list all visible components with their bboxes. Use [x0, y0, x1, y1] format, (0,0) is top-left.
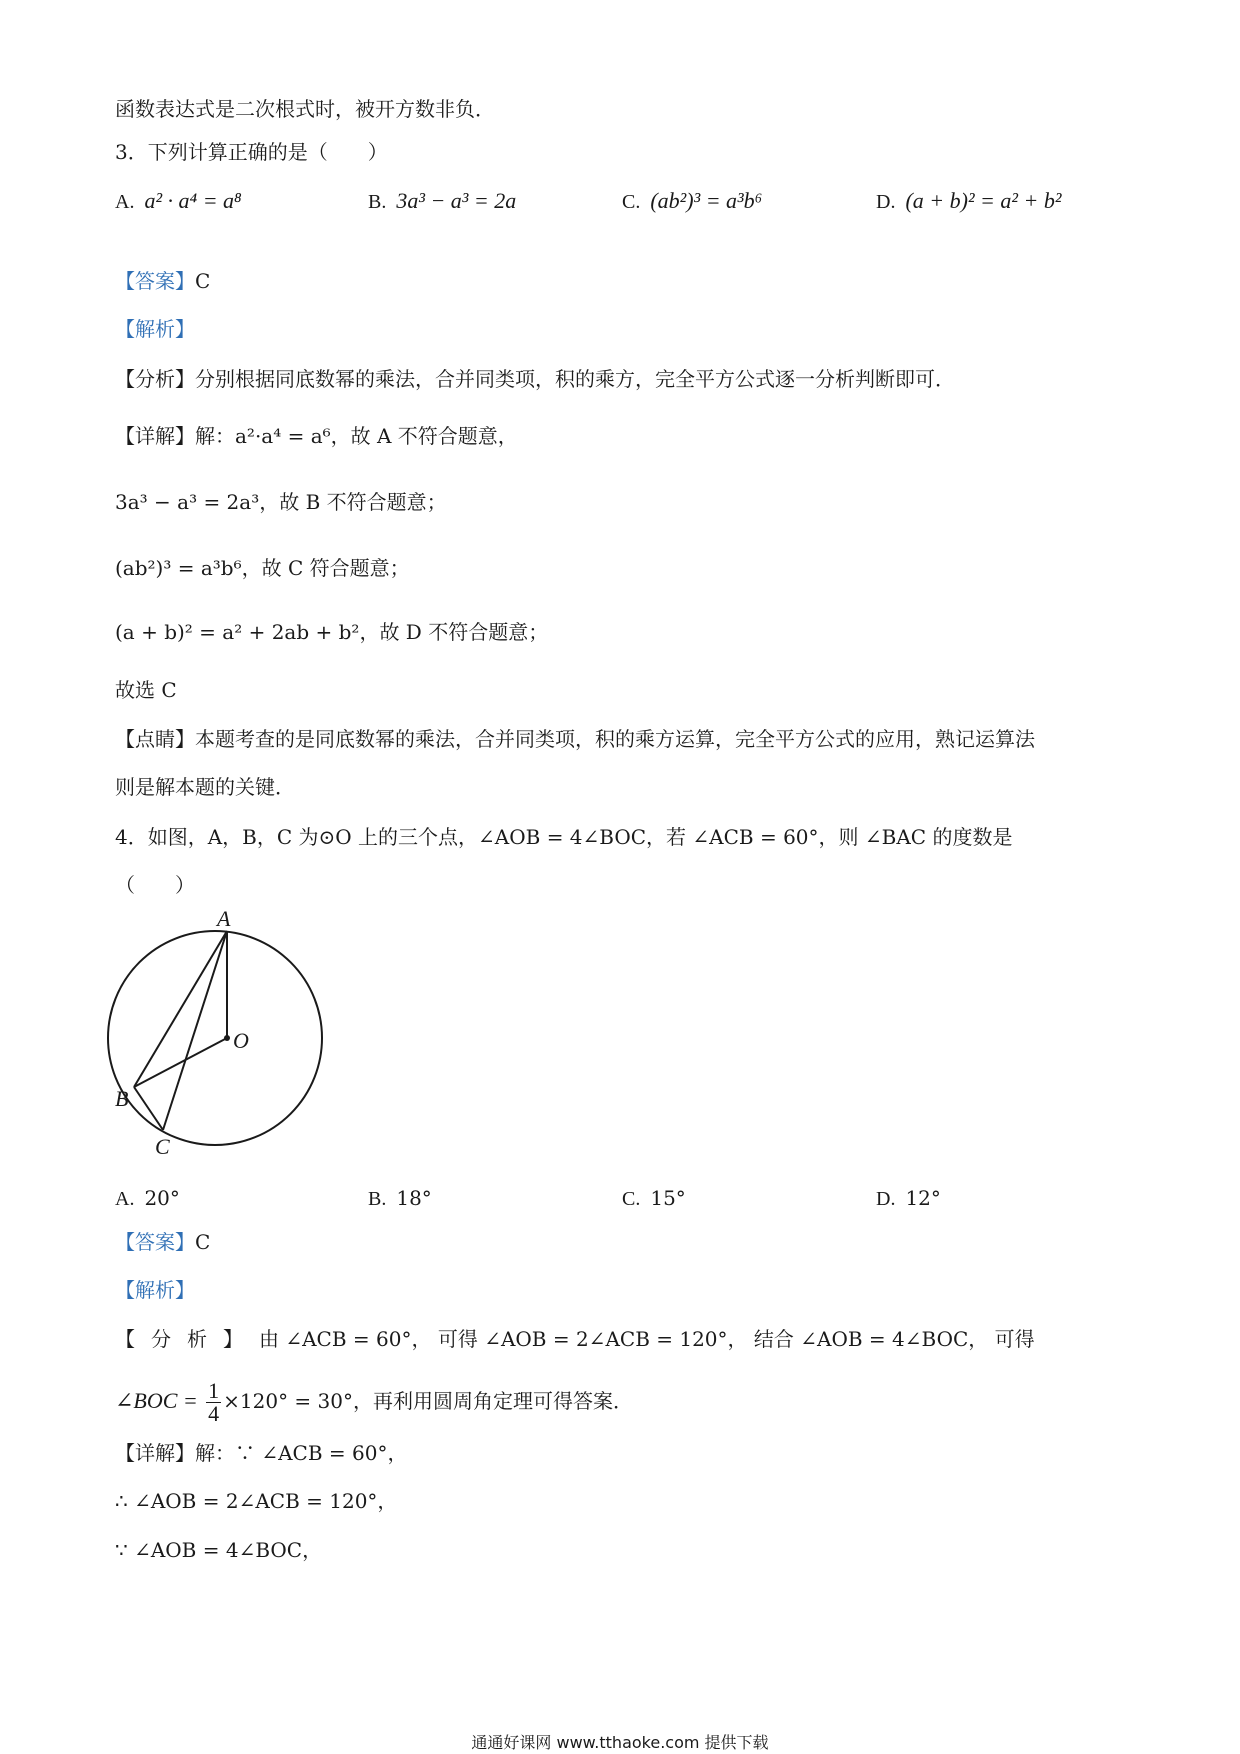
- q3-option-b: [368, 186, 516, 217]
- q3-fenxi: [115, 364, 955, 394]
- option-text: 15°: [650, 1186, 686, 1210]
- option-key: B.: [368, 191, 387, 213]
- option-key: A.: [115, 1188, 135, 1210]
- q3-dianjing-2: 则是解本题的关键．: [115, 775, 295, 799]
- q4-option-d: [876, 1183, 941, 1214]
- answer-value: C: [195, 1230, 211, 1254]
- q3-analysis-tag: 【解析】: [115, 317, 195, 341]
- q3-xiangjie-d: (a + b)² = a² + 2ab + b²，故 D 不符合题意；: [115, 620, 549, 644]
- fenxi-expr-left: ∠BOC =: [115, 1388, 198, 1413]
- q3-xiangjie-b: 3a³ − a³ = 2a³，故 B 不符合题意；: [115, 490, 447, 514]
- answer-tag: 【答案】: [115, 269, 195, 293]
- dianjing-tag: 【点睛】: [115, 727, 195, 751]
- option-text: 20°: [144, 1186, 180, 1210]
- xiangjie-text: 解：∵ ∠ACB = 60°，: [195, 1441, 408, 1465]
- option-key: C.: [622, 191, 641, 213]
- option-key: A.: [115, 191, 135, 213]
- q3-conclusion: 故选 C: [115, 678, 177, 702]
- intro-line: 函数表达式是二次根式时，被开方数非负．: [115, 97, 495, 121]
- q4-analysis-tag: 【解析】: [115, 1278, 195, 1302]
- q4-answer: [115, 1227, 210, 1257]
- q4-fenxi-2: [115, 1380, 633, 1425]
- fenxi-tag: 【分析】: [115, 367, 195, 391]
- xiangjie-text: 解：a²·a⁴ = a⁶，故 A 不符合题意，: [195, 424, 518, 448]
- q4-xiangjie-3: ∵ ∠AOB = 4∠BOC，: [115, 1538, 323, 1562]
- fraction-one-quarter: [206, 1380, 221, 1425]
- q3-option-d: [876, 186, 1061, 217]
- answer-value: C: [195, 269, 211, 293]
- q3-answer: [115, 266, 210, 296]
- fenxi-tag: 【分析】: [115, 1327, 259, 1351]
- page-footer: 通通好课网 www.tthaoke.com 提供下载: [471, 1733, 769, 1752]
- option-key: B.: [368, 1188, 387, 1210]
- option-key: C.: [622, 1188, 641, 1210]
- q3-option-a: [115, 186, 242, 217]
- segment-bc: [134, 1087, 163, 1130]
- q3-xiangjie-a: [115, 421, 518, 451]
- q4-option-a: [115, 1183, 180, 1214]
- fenxi-text: 分别根据同底数幂的乘法，合并同类项，积的乘方，完全平方公式逐一分析判断即可．: [195, 367, 955, 391]
- q3-option-c: [622, 186, 762, 217]
- label-c: C: [155, 1134, 170, 1159]
- option-key: D.: [876, 1188, 896, 1210]
- q3-xiangjie-c: (ab²)³ = a³b⁶，故 C 符合题意；: [115, 556, 410, 580]
- center-point: [224, 1035, 230, 1041]
- q4-option-b: [368, 1183, 432, 1214]
- fenxi-expr-right: ×120° = 30°，再利用圆周角定理可得答案．: [223, 1389, 633, 1413]
- answer-tag: 【答案】: [115, 1230, 195, 1254]
- label-a: A: [217, 910, 231, 931]
- q4-option-c: [622, 1183, 686, 1214]
- q4-xiangjie-1: [115, 1438, 407, 1468]
- option-key: D.: [876, 191, 896, 213]
- circle-figure: [105, 910, 345, 1160]
- xiangjie-tag: 【详解】: [115, 1441, 195, 1465]
- segment-ac: [163, 931, 227, 1130]
- xiangjie-tag: 【详解】: [115, 424, 195, 448]
- circle-o: [108, 931, 322, 1145]
- option-text: 12°: [905, 1186, 941, 1210]
- option-text: (ab²)³ = a³b⁶: [650, 188, 763, 213]
- q4-fenxi-1: [115, 1324, 1035, 1354]
- question-4-stem: 4．如图，A，B，C 为⊙O 上的三个点，∠AOB = 4∠BOC，若 ∠ACB = 60°，则 ∠BAC 的度数是: [115, 825, 1013, 849]
- label-o: O: [233, 1028, 249, 1053]
- option-text: 18°: [396, 1186, 432, 1210]
- fraction-numerator: 1: [208, 1378, 220, 1403]
- question-3-stem: 3．下列计算正确的是（ ）: [115, 140, 388, 164]
- option-text: 3a³ − a³ = 2a: [396, 188, 517, 213]
- option-text: a² · a⁴ = a⁸: [144, 188, 242, 213]
- label-b: B: [115, 1086, 129, 1111]
- dianjing-text: 本题考查的是同底数幂的乘法，合并同类项，积的乘方运算，完全平方公式的应用，熟记运算法: [195, 727, 1035, 751]
- q3-dianjing-1: [115, 724, 1035, 754]
- option-text: (a + b)² = a² + b²: [905, 188, 1062, 213]
- fraction-denominator: 4: [208, 1401, 220, 1426]
- question-4-paren: （ ）: [115, 873, 195, 897]
- fenxi-text: 由 ∠ACB = 60°， 可得 ∠AOB = 2∠ACB = 120°， 结合 ∠AOB = 4∠BOC， 可得: [259, 1327, 1035, 1351]
- q4-xiangjie-2: ∴ ∠AOB = 2∠ACB = 120°，: [115, 1489, 398, 1513]
